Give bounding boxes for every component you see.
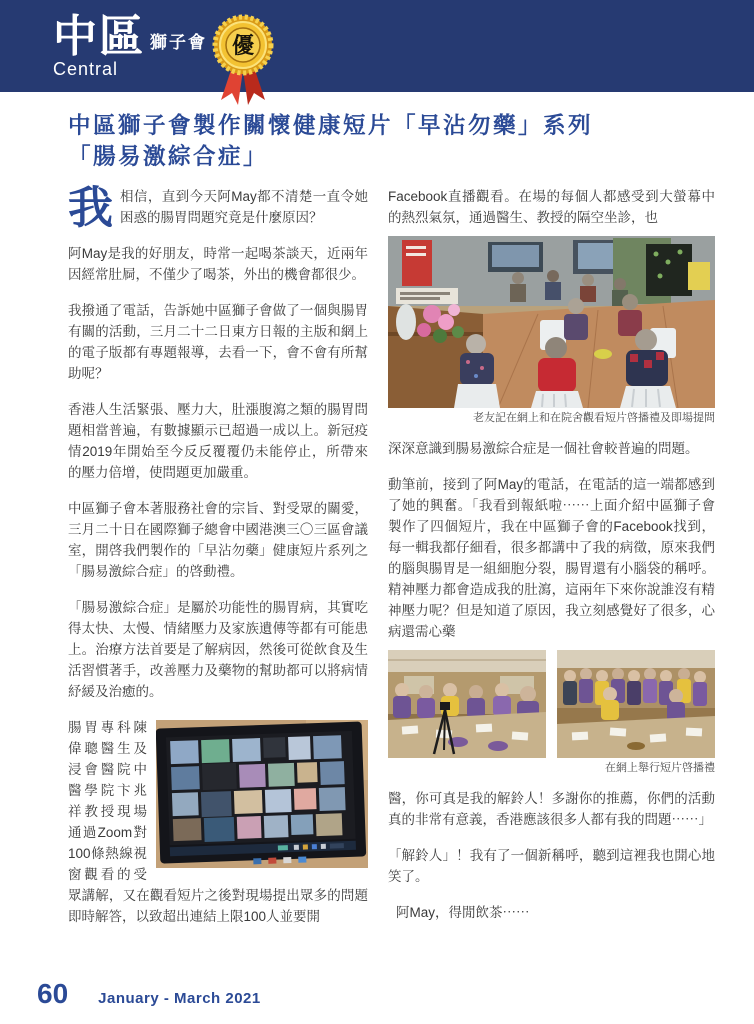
paragraph: 動筆前，接到了阿May的電話，在電話的這一端都感到了她的興奮。「我看到報紙啦⋯⋯上面介紹中區獅子會製作了四個短片，我在中區獅子會的Facebook找到，每一輯我都仔細看，很多都講中了我的病徵，原來我們的腦與腸胃是一組細胞分裂，腸胃還有小腦袋的稱呼。精神壓力都會造成我的肚瀉，這兩年下來你說誰沒有精神壓力呢？但是知道了原因，我立刻感覺好了很多，心病還需心藥 (388, 477, 715, 639)
logo-text-cn-big: 中區 (53, 12, 145, 61)
photo-care-home-audience (388, 236, 715, 408)
paragraph: 我撥通了電話，告訴她中區獅子會做了一個與腸胃有關的活動，三月二十二日東方日報的主版和網上的電子版都有專題報導，去看一下，會不會有所幫助呢？ (68, 303, 368, 381)
paragraph: 中區獅子會本著服務社會的宗旨、對受眾的關愛，三月二十日在國際獅子總會中國港澳三〇三區會議室，開啓我們製作的「早沾勿藥」健康短片系列之「腸易激綜合症」的啓動禮。 (68, 501, 368, 579)
photo-launch-ceremony-pair (388, 650, 715, 758)
photo-caption: 在網上舉行短片啓播禮 (605, 762, 715, 774)
top-banner (0, 0, 754, 92)
right-column (388, 186, 715, 938)
paragraph: 阿May，得閒飲茶⋯⋯ (396, 905, 530, 920)
paragraph: 「解鈴人」！我有了一個新稱呼，聽到這裡我也開心地笑了。 (388, 848, 715, 884)
badge-character: 優 (231, 33, 255, 58)
article-title-line2: 「腸易激綜合症」 (68, 144, 269, 169)
article-title-line1: 中區獅子會製作關懷健康短片「早沾勿藥」系列 (68, 113, 594, 138)
drop-cap: 我 (68, 182, 114, 233)
page-footer (37, 978, 261, 1010)
paragraph: 深深意識到腸易激綜合症是一個社會較普遍的問題。 (388, 441, 699, 456)
paragraph: Facebook直播觀看。在場的每個人都感受到大螢幕中的熱烈氣氛，通過醫生、教授的隔空坐診，也 (388, 189, 715, 225)
photo-caption: 老友記在網上和在院舍觀看短片啓播禮及即場提問 (473, 412, 715, 424)
paragraph: 香港人生活緊張、壓力大，肚漲腹瀉之類的腸胃問題相當普遍，有數據顯示已超過一成以上。新冠疫情2019年開始至今反反覆覆仍未能停止，所帶來的壓力倍增，使問題更加嚴重。 (68, 402, 368, 480)
paragraph (68, 182, 368, 233)
left-column (68, 182, 368, 942)
paragraph-with-photo (68, 717, 368, 927)
paragraph: 醫，你可真是我的解鈴人！多謝你的推薦，你們的活動真的非常有意義，香港應該很多人都有我的問題⋯⋯」 (388, 791, 715, 827)
paragraph-text: 相信，直到今天阿May都不清楚一直令她困惑的腸胃問題究竟是什麼原因？ (120, 189, 368, 225)
paragraph: 阿May是我的好朋友，時常一起喝茶談天，近兩年因經常肚屙，不僅少了喝茶，外出的機會都很少。 (68, 246, 368, 282)
photo-zoom-monitor (156, 720, 368, 868)
paragraph: 「腸易激綜合症」是屬於功能性的腸胃病，其實吃得太快、太慢、情緒壓力及家族遺傳等都有可能患上。治療方法首要是了解病因，然後可從飲食及生活習慣著手，改善壓力及藥物的幫助都可以將病情紓緩及治癒的。 (68, 600, 368, 699)
lions-club-logo (53, 12, 207, 80)
logo-text-en: Central (53, 58, 119, 79)
logo-text-cn-small: 獅子會 (150, 32, 207, 52)
paragraph-text: 腸胃專科陳偉聰醫生及浸會醫院中醫學院卞兆祥教授現場通過Zoom對100條熱線視窗觀看的受眾講解，又在觀看短片之後對現場提出眾多的問題即時解答，以致超出連結上限100人並要開 (68, 720, 368, 924)
page-number: 60 (37, 978, 69, 1009)
award-medal-icon (212, 12, 274, 110)
issue-date: January - March 2021 (98, 990, 261, 1007)
article-title (68, 110, 688, 172)
